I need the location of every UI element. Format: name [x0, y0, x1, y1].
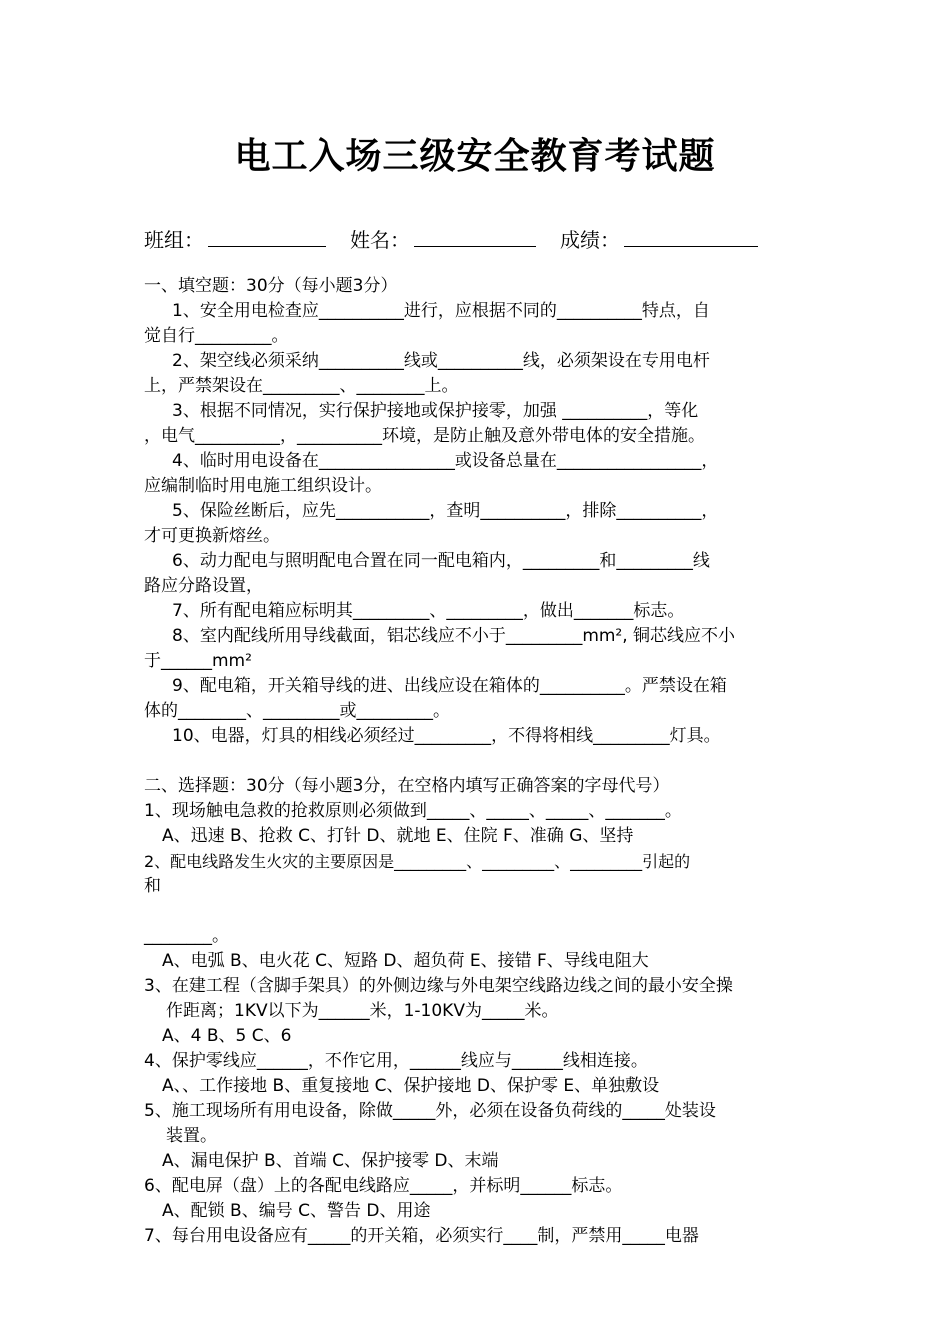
question-line: 觉自行_________。 [144, 326, 289, 346]
question-line: A、4 B、5 C、6 [162, 1026, 292, 1046]
blank-line [144, 899, 814, 924]
name-field[interactable] [414, 226, 536, 247]
question-line: 5、施工现场所有用电设备，除做_____外，必须在设备负荷线的_____处装设 [144, 1101, 716, 1121]
question-line: 应编制临时用电施工组织设计。 [144, 476, 382, 496]
question-line: 二、选择题：30分（每小题3分，在空格内填写正确答案的字母代号） [144, 776, 670, 796]
question-line: 作距离；1KV以下为______米，1-10KV为_____米。 [166, 1001, 559, 1021]
score-label: 成绩： [560, 228, 620, 252]
question-line: 于______mm² [144, 651, 252, 671]
exam-header [144, 224, 824, 253]
score-field[interactable] [624, 226, 758, 247]
question-line: 3、在建工程（含脚手架具）的外侧边缘与外电架空线路边线之间的最小安全操 [144, 976, 733, 996]
question-line: 上，严禁架设在_________、________上。 [144, 376, 459, 396]
question-line: 8、室内配线所用导线截面，铝芯线应不小于_________mm², 铜芯线应不小 [172, 626, 736, 646]
question-line: A、、工作接地 B、重复接地 C、保护接地 D、保护零 E、单独敷设 [162, 1076, 660, 1096]
question-line: 才可更换新熔丝。 [144, 526, 280, 546]
name-label: 姓名： [350, 228, 410, 252]
class-label: 班组： [144, 228, 204, 252]
class-field[interactable] [208, 226, 326, 247]
question-line: 6、配电屏（盘）上的各配电线路应_____，并标明______标志。 [144, 1176, 623, 1196]
question-line: 2、配电线路发生火灾的主要原因是_________、_________、_________引起的 [144, 852, 691, 871]
question-line: 2、架空线必须采纳__________线或__________线，必须架设在专用电杆 [172, 351, 710, 371]
question-line: 4、临时用电设备在________________或设备总量在_________________， [172, 451, 719, 471]
question-line: 6、动力配电与照明配电合置在同一配电箱内，_________和_________线 [172, 551, 710, 571]
question-line: A、配锁 B、编号 C、警告 D、用途 [162, 1201, 431, 1221]
blank-line [144, 749, 814, 774]
question-line: 1、现场触电急救的抢救原则必须做到_____、_____、_____、_______。 [144, 801, 682, 821]
question-line: 3、根据不同情况，实行保护接地或保护接零，加强 __________，等化 [172, 401, 699, 421]
question-line: ________。 [144, 926, 229, 946]
question-body [144, 274, 814, 1249]
question-line: 体的________、_________或_________。 [144, 701, 450, 721]
question-line: 和 [144, 876, 161, 896]
question-line: 路应分路设置， [144, 576, 263, 596]
question-line: 一、填空题：30分（每小题3分） [144, 276, 398, 296]
question-line: 10、电器，灯具的相线必须经过_________，不得将相线_________灯具。 [172, 726, 721, 746]
question-line: 5、保险丝断后，应先___________，查明__________，排除__________， [172, 501, 719, 521]
question-line: A、漏电保护 B、首端 C、保护接零 D、末端 [162, 1151, 499, 1171]
question-line: A、电弧 B、电火花 C、短路 D、超负荷 E、接错 F、导线电阻大 [162, 951, 649, 971]
question-line: 7、所有配电箱应标明其_________、_________，做出_______标志。 [172, 601, 685, 621]
question-line: 装置。 [166, 1126, 217, 1146]
question-line: 4、保护零线应______，不作它用，______线应与______线相连接。 [144, 1051, 648, 1071]
question-line: 1、安全用电检查应__________进行，应根据不同的__________特点，自 [172, 301, 710, 321]
question-line: 7、每台用电设备应有_____的开关箱，必须实行____制，严禁用_____电器 [144, 1226, 699, 1246]
page-title: 电工入场三级安全教育考试题 [234, 136, 716, 177]
question-line: A、迅速 B、抢救 C、打针 D、就地 E、住院 F、准确 G、坚持 [162, 826, 634, 846]
question-line: ，电气__________，__________环境，是防止触及意外带电体的安全措施。 [144, 426, 705, 446]
question-line: 9、配电箱，开关箱导线的进、出线应设在箱体的__________。严禁设在箱 [172, 676, 727, 696]
